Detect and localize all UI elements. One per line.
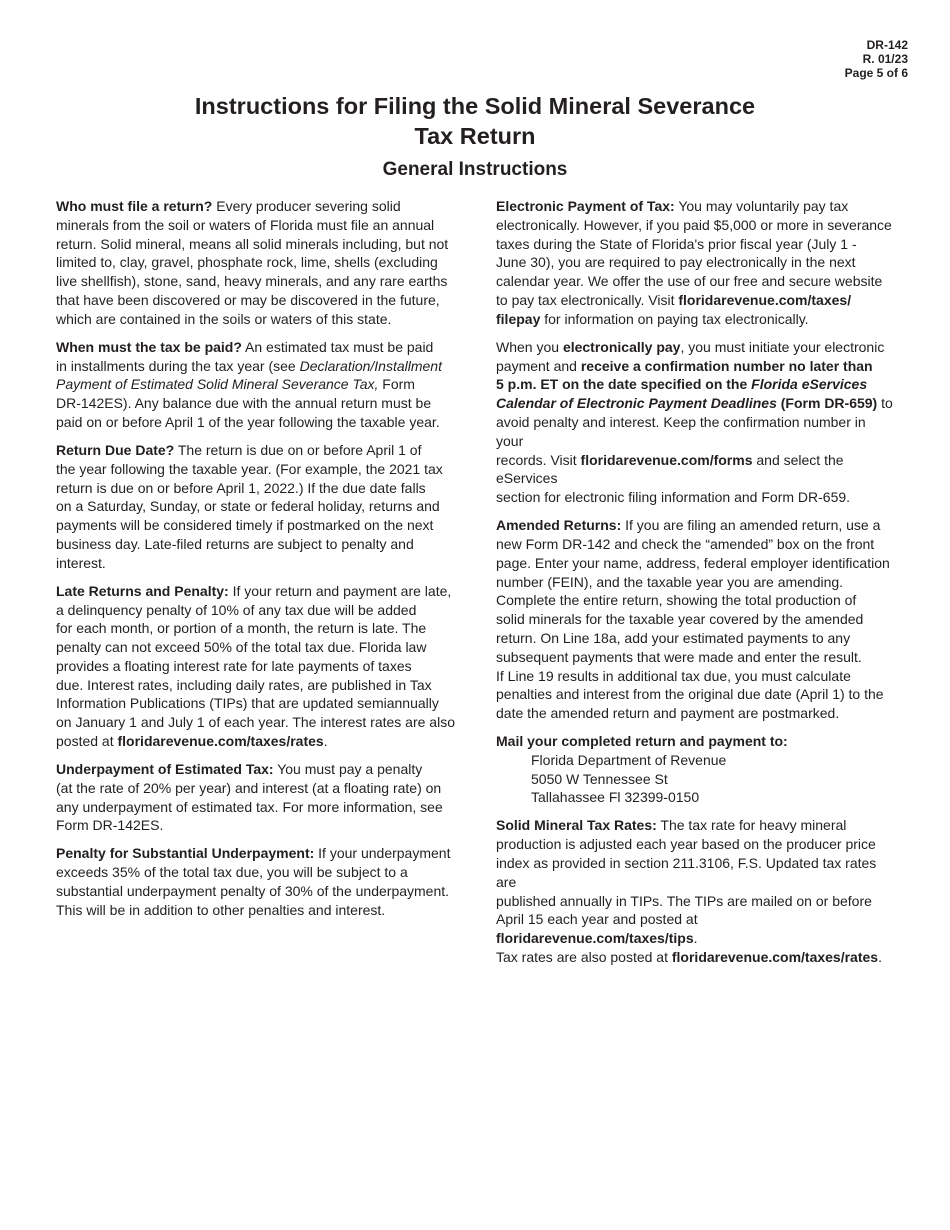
electronic-payment-heading: Electronic Payment of Tax: <box>496 198 675 214</box>
text-line: new Form DR-142 and check the “amended” box on the front <box>496 535 875 552</box>
text-line: return. Solid mineral, means all solid minerals including, but not <box>56 235 449 252</box>
text-line: number (FEIN), and the taxable year you are amending. <box>496 573 844 590</box>
text-line: production is adjusted each year based on the producer price <box>496 836 876 853</box>
tax-rates-paragraph <box>496 816 896 966</box>
text-line: business day. Late-filed returns are subject to penalty and interest. <box>56 535 414 571</box>
text-line: minerals from the soil or waters of Florida must file an annual <box>56 216 435 233</box>
text-line: index as provided in section 211.3106, F.S. Updated tax rates are <box>496 855 877 890</box>
text-line: substantial underpayment penalty of 30% of the underpayment. <box>56 883 450 900</box>
text-line: subsequent payments that were made and enter the result. <box>496 648 862 665</box>
form-reference: Calendar of Electronic Payment Deadlines <box>496 395 777 412</box>
form-reference: Florida eServices <box>751 376 868 393</box>
amended-returns-paragraph <box>496 516 896 723</box>
text-line: published annually in TIPs. The TIPs are mailed on or before <box>496 892 872 909</box>
text-line: records. Visit <box>496 451 581 468</box>
text-line: , you must initiate your electronic <box>680 338 885 355</box>
text-line: and select the eServices <box>496 451 844 487</box>
text-line: posted at <box>56 733 118 750</box>
tax-rates-heading: Solid Mineral Tax Rates: <box>496 817 657 834</box>
text-line: limited to, clay, gravel, phosphate rock, lime, shells (excluding <box>56 254 438 271</box>
text-line: The return is due on or before April 1 of <box>174 441 422 458</box>
text-line: section for electronic filing information and Form DR-659. <box>496 489 851 506</box>
text-line: in installments during the tax year (see <box>56 357 300 374</box>
return-due-date-heading: Return Due Date? <box>56 441 175 458</box>
form-revision: R. 01/23 <box>862 52 908 66</box>
text-line: provides a floating interest rate for late payments of taxes <box>56 657 412 674</box>
substantial-underpayment-paragraph <box>56 844 456 919</box>
text-line: If your underpayment <box>314 845 451 862</box>
text-line: the year following the taxable year. (For example, the 2021 tax <box>56 460 443 477</box>
form-number: DR-142 <box>866 38 908 52</box>
mailing-section <box>496 732 896 807</box>
text-line: page. Enter your name, address, federal employer identification <box>496 554 890 571</box>
text-line: to pay tax electronically. Visit <box>496 291 679 308</box>
text-line: April 15 each year and posted at <box>496 911 698 928</box>
filepay-link-continued[interactable]: filepay <box>496 310 541 327</box>
text-line: If your return and payment are late, <box>228 582 452 599</box>
underpayment-heading: Underpayment of Estimated Tax: <box>56 761 274 778</box>
text-line: If you are filing an amended return, use a <box>621 517 881 534</box>
text-line: Information Publications (TIPs) that are updated semiannually <box>56 695 439 712</box>
text-line: An estimated tax must be paid <box>241 338 434 355</box>
text-line: . <box>693 930 698 947</box>
text-line: exceeds 35% of the total tax due, you will be subject to a <box>56 864 408 881</box>
text-line: return. On Line 18a, add your estimated payments to any <box>496 629 851 646</box>
text-line: on a Saturday, Sunday, or state or federal holiday, returns and <box>56 498 440 515</box>
form-reference: Declaration/Installment <box>299 357 442 374</box>
electronic-confirmation-paragraph <box>496 338 896 507</box>
text-line: live shellfish), stone, sand, heavy minerals, and any rare earths <box>56 273 448 290</box>
underpayment-paragraph <box>56 760 456 835</box>
address-line: Tallahassee Fl 32399-0150 <box>531 789 700 806</box>
mailing-heading: Mail your completed return and payment to: <box>496 733 788 750</box>
text-line: solid minerals for the taxable year covered by the amended <box>496 611 864 628</box>
text-line: penalty can not exceed 50% of the total tax due. Florida law <box>56 639 427 656</box>
page-number: Page 5 of 6 <box>844 66 908 80</box>
text-line: electronically. However, if you paid $5,000 or more in severance <box>496 216 892 233</box>
text-line: . <box>323 733 328 750</box>
text-line: that have been discovered or may be discovered in the future, <box>56 291 440 308</box>
substantial-underpayment-heading: Penalty for Substantial Underpayment: <box>56 845 315 862</box>
text-line: date the amended return and payment are postmarked. <box>496 705 840 722</box>
page-title-line-2: Tax Return <box>414 123 536 149</box>
text-line: This will be in addition to other penalties and interest. <box>56 901 386 918</box>
text-line: You must pay a penalty <box>273 761 423 778</box>
left-column <box>56 197 456 929</box>
emphasis-text: receive a confirmation number no later than <box>580 357 873 374</box>
text-line: any underpayment of estimated tax. For more information, see <box>56 798 443 815</box>
when-tax-paid-heading: When must the tax be paid? <box>56 338 242 355</box>
text-line: Tax rates are also posted at <box>496 949 672 966</box>
text-line: When you <box>496 338 563 355</box>
emphasis-text: (Form DR-659) <box>776 395 878 412</box>
text-line: calendar year. We offer the use of our free and secure website <box>496 273 883 290</box>
text-line: June 30), you are required to pay electronically in the next <box>496 254 856 271</box>
form-identifier <box>845 38 908 80</box>
text-line: for each month, or portion of a month, the return is late. The <box>56 620 427 637</box>
text-line: Form DR-142ES. <box>56 817 164 834</box>
text-line: paid on or before April 1 of the year following the taxable year. <box>56 413 440 430</box>
text-line: a delinquency penalty of 10% of any tax due will be added <box>56 601 417 618</box>
late-returns-paragraph <box>56 582 456 751</box>
who-must-file-paragraph <box>56 197 456 329</box>
amended-returns-heading: Amended Returns: <box>496 517 622 534</box>
who-must-file-heading: Who must file a return? <box>56 198 213 214</box>
text-line: on January 1 and July 1 of each year. The interest rates are also <box>56 714 455 731</box>
rates-link[interactable]: floridarevenue.com/taxes/rates <box>671 949 879 966</box>
text-line: DR-142ES). Any balance due with the annual return must be <box>56 395 432 412</box>
text-line: return is due on or before April 1, 2022.) If the due date falls <box>56 479 426 496</box>
text-line: . <box>878 949 882 966</box>
mailing-address <box>496 751 896 807</box>
late-returns-heading: Late Returns and Penalty: <box>56 582 229 599</box>
when-tax-paid-paragraph <box>56 338 456 432</box>
filepay-link[interactable]: floridarevenue.com/taxes/ <box>678 291 852 308</box>
text-line: Complete the entire return, showing the total production of <box>496 592 857 609</box>
forms-link[interactable]: floridarevenue.com/forms <box>580 451 753 468</box>
address-line: Florida Department of Revenue <box>531 751 727 768</box>
text-line: payment and <box>496 357 581 374</box>
page-title-line-1: Instructions for Filing the Solid Mineral Severance <box>194 93 756 119</box>
text-line: taxes during the State of Florida's prior fiscal year (July 1 - <box>496 235 857 252</box>
text-line: payments will be considered timely if postmarked on the next <box>56 517 434 534</box>
right-column <box>496 197 896 976</box>
rates-link[interactable]: floridarevenue.com/taxes/rates <box>117 733 324 750</box>
emphasis-text: electronically pay <box>562 338 681 355</box>
text-line: penalties and interest from the original due date (April 1) to the <box>496 686 884 703</box>
emphasis-text: 5 p.m. ET on the date specified on the <box>496 376 752 393</box>
text-line: due. Interest rates, including daily rates, are published in Tax <box>56 676 432 693</box>
form-reference: Payment of Estimated Solid Mineral Severance Tax, <box>56 376 379 393</box>
electronic-payment-paragraph <box>496 197 896 329</box>
text-line: avoid penalty and interest. Keep the confirmation number in your <box>496 413 866 449</box>
text-line: Every producer severing solid <box>212 198 401 214</box>
text-line: which are contained in the soils or waters of this state. <box>56 310 392 327</box>
text-line: for information on paying tax electronically. <box>540 310 809 327</box>
text-line: Form <box>378 376 415 393</box>
address-line: 5050 W Tennessee St <box>531 770 668 787</box>
return-due-date-paragraph <box>56 441 456 573</box>
text-line: (at the rate of 20% per year) and interest (at a floating rate) on <box>56 779 442 796</box>
section-title: General Instructions <box>382 159 568 180</box>
text-line: The tax rate for heavy mineral <box>656 817 847 834</box>
page-title <box>0 91 950 151</box>
text-line: You may voluntarily pay tax <box>674 198 849 214</box>
tips-link[interactable]: floridarevenue.com/taxes/tips <box>496 930 694 947</box>
text-line: to <box>877 395 893 412</box>
text-line: If Line 19 results in additional tax due, you must calculate <box>496 667 851 684</box>
